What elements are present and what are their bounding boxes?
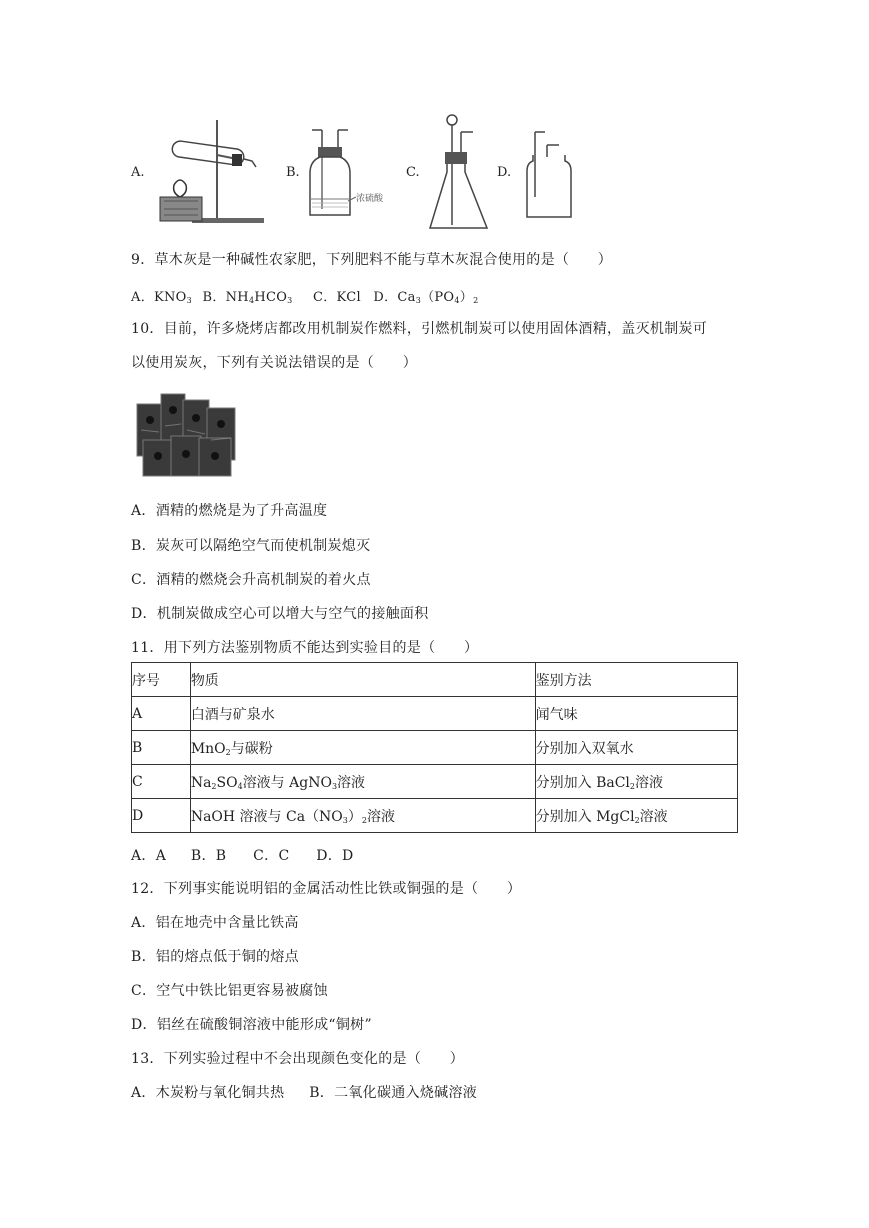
q11-stem: 11．用下列方法鉴别物质不能达到实验目的是（ ） bbox=[131, 640, 479, 656]
q9-stem: 9．草木灰是一种碱性农家肥，下列肥料不能与草木灰混合使用的是（ ） bbox=[131, 252, 613, 268]
q10-stem-line2: 以使用炭灰，下列有关说法错误的是（ ） bbox=[131, 355, 417, 371]
table-header-row bbox=[132, 663, 738, 697]
table-header-cell: 序号 bbox=[132, 663, 191, 697]
q11-option-d: D．D bbox=[316, 848, 354, 864]
option-b-label: B. bbox=[286, 165, 300, 180]
table-row bbox=[132, 731, 738, 765]
table-cell-id: B bbox=[132, 731, 191, 765]
q13-option-b: B．二氧化碳通入烧碱溶液 bbox=[309, 1085, 478, 1101]
option-d-label: D. bbox=[497, 165, 512, 180]
q12-option-a: A．铝在地壳中含量比铁高 bbox=[131, 915, 299, 931]
q11-option-a: A．A bbox=[131, 848, 167, 864]
option-a-label: A. bbox=[131, 165, 145, 180]
q9-option-c: C．KCl bbox=[313, 290, 361, 305]
q11-table bbox=[131, 662, 738, 833]
q12-option-b: B．铝的熔点低于铜的熔点 bbox=[131, 949, 299, 965]
table-cell-substance: NaOH 溶液与 $Ca(NO_3)_2$溶液 bbox=[190, 799, 535, 833]
q13-stem: 13．下列实验过程中不会出现颜色变化的是（ ） bbox=[131, 1051, 465, 1067]
table-header-cell: 鉴别方法 bbox=[535, 663, 737, 697]
table-row bbox=[132, 697, 738, 731]
table-cell-id: C bbox=[132, 765, 191, 799]
table-cell-id: D bbox=[132, 799, 191, 833]
table-cell-method: 分别加入 BaCl$_2$溶液 bbox=[535, 765, 737, 799]
table-header-cell: 物质 bbox=[190, 663, 535, 697]
q10-option-d: D．机制炭做成空心可以增大与空气的接触面积 bbox=[131, 606, 429, 622]
apparatus-d-figure bbox=[521, 127, 581, 222]
q11-option-c: C．C bbox=[253, 848, 290, 864]
table-row bbox=[132, 765, 738, 799]
table-cell-substance: $Na_2SO_4$溶液与 AgNO$_3$溶液 bbox=[190, 765, 535, 799]
q13-option-a: A．木炭粉与氧化铜共热 bbox=[131, 1085, 285, 1101]
option-c-label: C. bbox=[406, 165, 420, 180]
charcoal-image bbox=[133, 390, 240, 480]
q10-option-a: A．酒精的燃烧是为了升高温度 bbox=[131, 503, 328, 519]
q9-options bbox=[131, 286, 478, 305]
b-bottle-label: 浓硫酸 bbox=[356, 194, 384, 204]
q11-answer-options bbox=[131, 845, 354, 865]
q9-option-b: B．$NH_4HCO_3$ bbox=[202, 290, 293, 305]
q12-option-c: C．空气中铁比铝更容易被腐蚀 bbox=[131, 983, 328, 999]
table-row bbox=[132, 799, 738, 833]
q11-option-b: B．B bbox=[190, 848, 227, 864]
q13-options bbox=[131, 1082, 477, 1102]
q10-option-c: C．酒精的燃烧会升高机制炭的着火点 bbox=[131, 572, 371, 588]
apparatus-c-figure bbox=[425, 110, 495, 234]
apparatus-b-figure bbox=[304, 125, 394, 220]
q12-option-d: D．铝丝在硫酸铜溶液中能形成“铜树” bbox=[131, 1017, 372, 1033]
table-cell-method: 分别加入 MgCl$_2$溶液 bbox=[535, 799, 737, 833]
q9-option-d: D．$Ca_3(PO_4)_2$ bbox=[373, 290, 479, 305]
apparatus-a-figure bbox=[152, 115, 264, 227]
q12-stem: 12．下列事实能说明铝的金属活动性比铁或铜强的是（ ） bbox=[131, 881, 522, 897]
q10-option-b: B．炭灰可以隔绝空气而使机制炭熄灭 bbox=[131, 538, 371, 554]
q9-option-a: A．$KNO_3$ bbox=[131, 290, 193, 305]
table-cell-id: A bbox=[132, 697, 191, 731]
table-cell-substance: MnO$_2$与碳粉 bbox=[190, 731, 535, 765]
table-cell-method: 分别加入双氧水 bbox=[535, 731, 737, 765]
q10-stem-line1: 10．目前，许多烧烤店都改用机制炭作燃料，引燃机制炭可以使用固体酒精，盖灭机制炭可 bbox=[131, 321, 708, 337]
table-cell-method: 闻气味 bbox=[535, 697, 737, 731]
table-cell-substance: 白酒与矿泉水 bbox=[190, 697, 535, 731]
